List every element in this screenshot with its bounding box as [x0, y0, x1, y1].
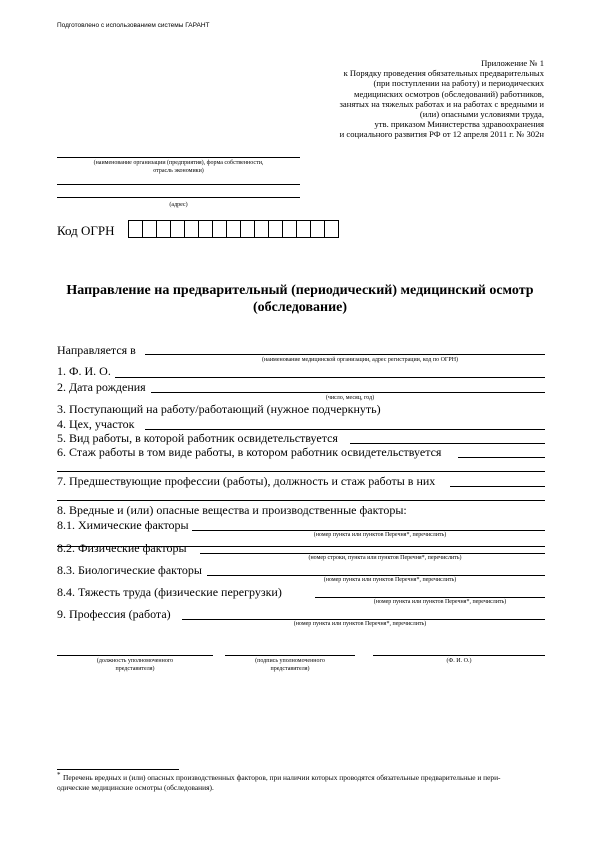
position-caption-2: представителя) [115, 666, 155, 672]
ogrn-cell[interactable] [310, 220, 325, 238]
labor-severity-field[interactable] [315, 597, 545, 598]
ogrn-cell[interactable] [128, 220, 143, 238]
appendix-line: и социального развития РФ от 12 апреля 2011 г. № 302н [339, 129, 544, 140]
fio-field[interactable] [115, 377, 545, 378]
employee-status-label[interactable]: 3. Поступающий на работу/работающий (нужное подчеркнуть) [57, 402, 381, 416]
signature-line[interactable] [225, 655, 355, 656]
ogrn-cell[interactable] [170, 220, 185, 238]
ogrn-cell[interactable] [324, 220, 339, 238]
labor-severity-caption: (номер пункта или пунктов Перечня*, перечислить) [373, 599, 507, 605]
title-line-1: Направление на предварительный (периодический) медицинский осмотр [66, 283, 534, 298]
signature-caption-2: представителя) [270, 666, 310, 672]
ogrn-cell[interactable] [142, 220, 157, 238]
appendix-line: утв. приказом Министерства здравоохранения [374, 119, 544, 130]
work-type-field[interactable] [350, 443, 545, 444]
signature-caption-1: (подпись уполномоченного [255, 658, 325, 664]
physical-label: 8.2. Физические факторы [57, 541, 187, 555]
position-sign-line[interactable] [57, 655, 213, 656]
ogrn-cell[interactable] [156, 220, 171, 238]
biological-label: 8.3. Биологические факторы [57, 563, 202, 577]
appendix-line: занятых на тяжелых работах и на работах с вредными и [339, 98, 544, 109]
profession-caption: (номер пункта или пунктов Перечня*, перечислить) [293, 621, 427, 627]
ogrn-cell[interactable] [212, 220, 227, 238]
position-caption-1: (должность уполномоченного [96, 658, 174, 664]
appendix-line: (или) опасными условиями труда, [419, 109, 544, 120]
footnote-marker: * [57, 771, 61, 779]
footnote-text-2: одические медицинские осмотры (обследования). [57, 783, 214, 792]
appendix-line: медицинских осмотров (обследований) работников, [354, 88, 544, 99]
org-extra-line-1[interactable] [57, 184, 300, 185]
appendix-line: к Порядку проведения обязательных предварительных [343, 68, 544, 79]
ogrn-cell[interactable] [184, 220, 199, 238]
appendix-line: (при поступлении на работу) и периодических [373, 78, 544, 89]
experience-field[interactable] [458, 457, 545, 458]
footnote-divider [57, 769, 179, 770]
name-sign-line[interactable] [373, 655, 545, 656]
biological-field[interactable] [207, 575, 545, 576]
ogrn-label: Код ОГРН [57, 223, 115, 238]
birth-date-field[interactable] [151, 392, 545, 393]
biological-caption: (номер пункта или пунктов Перечня*, перечислить) [323, 577, 457, 583]
org-caption-1: (наименование организации (предприятия), форма собственности, [93, 160, 264, 166]
chemical-field[interactable] [192, 530, 545, 531]
work-type-label: 5. Вид работы, в которой работник освидетельствуется [57, 431, 338, 445]
org-caption-2: отрасль экономики) [153, 168, 204, 174]
chemical-label: 8.1. Химические факторы [57, 518, 189, 532]
org-address-line[interactable] [57, 197, 300, 198]
org-name-line[interactable] [57, 157, 300, 158]
ogrn-cell[interactable] [254, 220, 269, 238]
directed-to-label: Направляется в [57, 343, 136, 357]
workshop-label: 4. Цех, участок [57, 417, 135, 431]
name-caption: (Ф. И. О.) [446, 658, 472, 664]
previous-field-2[interactable] [57, 500, 545, 501]
appendix-line: Приложение № 1 [481, 58, 544, 68]
org-address-caption: (адрес) [169, 202, 188, 208]
ogrn-cell[interactable] [282, 220, 297, 238]
directed-to-caption: (наименование медицинской организации, адрес регистрации, код по ОГРН) [261, 357, 459, 363]
page-title [0, 282, 600, 316]
workshop-field[interactable] [145, 429, 545, 430]
directed-to-field[interactable] [145, 354, 545, 355]
chemical-caption: (номер пункта или пунктов Перечня*, перечислить) [313, 532, 447, 538]
profession-field[interactable] [182, 619, 545, 620]
footnote-text-1: Перечень вредных и (или) опасных производственных факторов, при наличии которых проводятся обязательные предварительные и пери- [63, 773, 501, 782]
ogrn-cell[interactable] [198, 220, 213, 238]
header-note: Подготовлено с использованием системы ГАРАНТ [57, 22, 210, 29]
experience-label: 6. Стаж работы в том виде работы, в котором работник освидетельствуется [57, 445, 442, 459]
title-line-2: (обследование) [252, 300, 348, 315]
birth-date-caption: (число, месяц, год) [325, 395, 375, 401]
physical-field[interactable] [200, 553, 545, 554]
ogrn-cell[interactable] [240, 220, 255, 238]
fio-label: 1. Ф. И. О. [57, 364, 111, 378]
hazards-label: 8. Вредные и (или) опасные вещества и производственные факторы: [57, 503, 407, 517]
appendix-block [340, 58, 544, 140]
previous-field[interactable] [450, 486, 545, 487]
previous-label: 7. Предшествующие профессии (работы), должность и стаж работы в них [57, 474, 436, 488]
ogrn-cell[interactable] [226, 220, 241, 238]
labor-severity-label: 8.4. Тяжесть труда (физические перегрузки) [57, 585, 282, 599]
profession-label: 9. Профессия (работа) [57, 607, 171, 621]
experience-field-2[interactable] [57, 471, 545, 472]
ogrn-cell[interactable] [296, 220, 311, 238]
ogrn-cell[interactable] [268, 220, 283, 238]
birth-date-label: 2. Дата рождения [57, 380, 146, 394]
physical-caption: (номер строки, пункта или пунктов Перечня*, перечислить) [308, 555, 462, 561]
